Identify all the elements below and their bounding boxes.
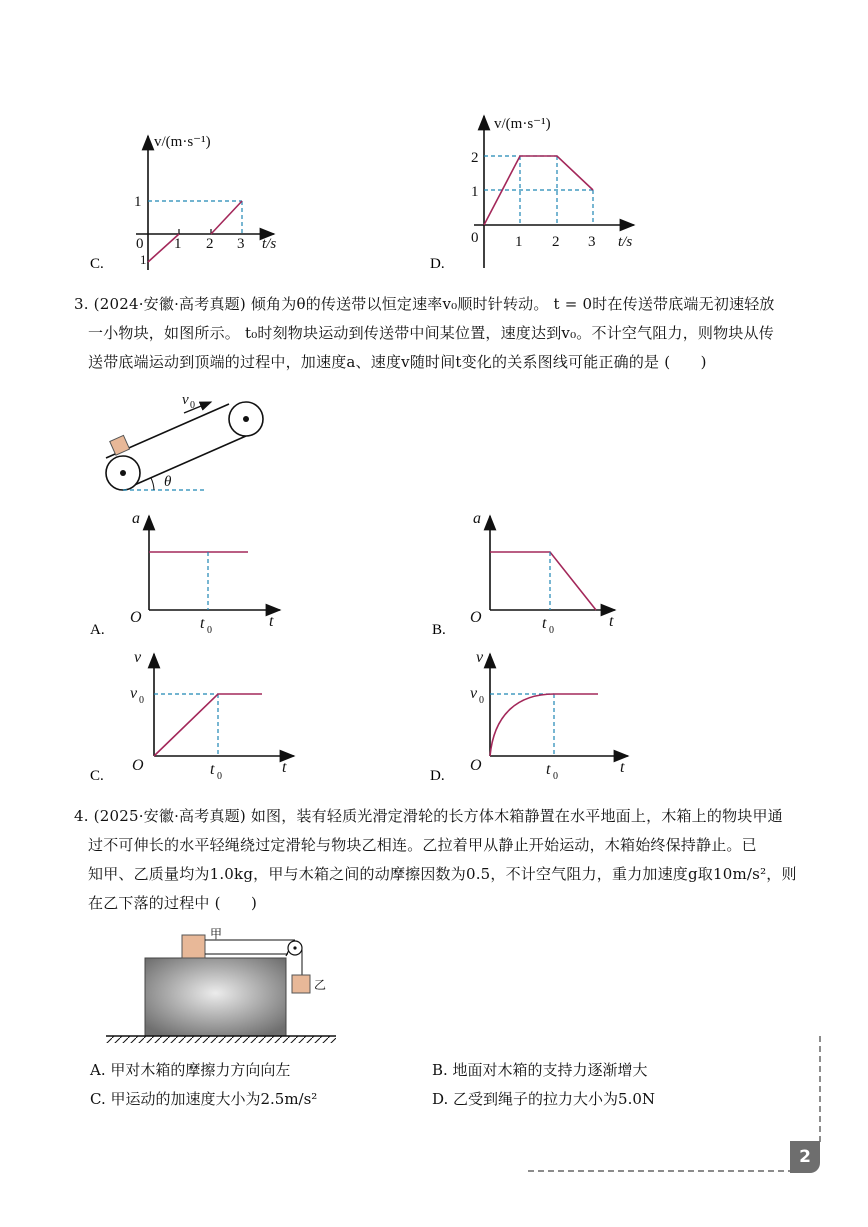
block-jia bbox=[182, 935, 205, 958]
svg-text:v: v bbox=[470, 685, 478, 702]
svg-text:a: a bbox=[132, 510, 140, 527]
ground-hatch bbox=[106, 1036, 336, 1043]
graph-c bbox=[86, 644, 306, 784]
question-3-text bbox=[74, 290, 814, 377]
svg-text:t: t bbox=[546, 761, 551, 778]
acceleration-line bbox=[490, 552, 596, 610]
choice-b[interactable]: B. 地面对木箱的支持力逐渐增大 bbox=[432, 1061, 648, 1079]
graph-b bbox=[430, 506, 640, 638]
choice-c[interactable]: C. 甲运动的加速度大小为2.5m/s² bbox=[90, 1090, 318, 1108]
svg-text:0: 0 bbox=[139, 695, 144, 706]
svg-text:0: 0 bbox=[479, 695, 484, 706]
tick-x1: 1 bbox=[515, 234, 523, 250]
label-yi: 乙 bbox=[314, 978, 327, 992]
option-label: C. bbox=[90, 256, 104, 272]
q3-line-2: 一小物块，如图所示。 t₀时刻物块运动到传送带中间某位置，速度达到v₀。不计空气阻力，则物块从传 bbox=[88, 324, 774, 342]
block-yi bbox=[292, 975, 310, 993]
page-corner-decoration bbox=[520, 1030, 830, 1180]
tick-y2: 2 bbox=[471, 150, 479, 166]
label-jia: 甲 bbox=[210, 927, 223, 941]
tick-x3: 3 bbox=[237, 236, 245, 252]
svg-text:O: O bbox=[470, 609, 482, 626]
q4-line-2: 过不可伸长的水平轻绳绕过定滑轮与物块乙相连。乙拉着甲从静止开始运动，木箱始终保持静止。已 bbox=[88, 836, 757, 854]
tick-x3: 3 bbox=[588, 234, 596, 250]
tick-y1: 1 bbox=[134, 194, 142, 210]
question-4-text bbox=[74, 802, 814, 918]
velocity-curve bbox=[154, 694, 262, 756]
choice-d[interactable]: D. 乙受到绳子的拉力大小为5.0N bbox=[432, 1090, 656, 1108]
svg-text:v: v bbox=[476, 649, 484, 666]
velocity-graph-c-v0 bbox=[86, 644, 306, 784]
top-graph-d bbox=[428, 108, 668, 278]
graph-a bbox=[86, 506, 296, 638]
x-axis-label: t/s bbox=[618, 234, 633, 250]
svg-text:0: 0 bbox=[207, 625, 212, 636]
page-number: 2 bbox=[790, 1141, 820, 1173]
option-label: C. bbox=[90, 768, 104, 784]
option-label: D. bbox=[430, 768, 445, 784]
y-axis-label: v/(m·s⁻¹) bbox=[494, 116, 551, 132]
small-block bbox=[110, 435, 130, 455]
svg-text:a: a bbox=[473, 510, 481, 527]
option-label: A. bbox=[90, 622, 105, 638]
conveyor-belt-diagram bbox=[96, 386, 286, 502]
velocity-graph-d bbox=[428, 108, 668, 278]
svg-text:0: 0 bbox=[217, 771, 222, 782]
velocity-graph-d-v0 bbox=[430, 644, 650, 784]
y-axis-label: v/(m·s⁻¹) bbox=[154, 134, 211, 150]
q4-line-1: 4. (2025·安徽·高考真题) 如图，装有轻质光滑定滑轮的长方体木箱静置在水平地面上，木箱上的物块甲通 bbox=[74, 807, 783, 825]
svg-text:t: t bbox=[269, 613, 274, 630]
acceleration-graph-b bbox=[430, 506, 640, 638]
svg-text:t: t bbox=[210, 761, 215, 778]
tick-x2: 2 bbox=[552, 234, 560, 250]
origin-label: 0 bbox=[136, 236, 144, 252]
velocity-graph-c bbox=[84, 128, 304, 278]
tick-y-neg: 1 bbox=[140, 252, 147, 267]
svg-text:v: v bbox=[130, 685, 138, 702]
svg-text:O: O bbox=[130, 609, 142, 626]
q3-line-3: 送带底端运动到顶端的过程中，加速度a、速度v随时间t变化的关系图线可能正确的是 ( ) bbox=[88, 353, 707, 371]
svg-text:t: t bbox=[200, 615, 205, 632]
option-label: D. bbox=[430, 256, 445, 272]
conveyor-belt-figure bbox=[96, 386, 286, 502]
svg-text:t: t bbox=[620, 759, 625, 776]
svg-text:0: 0 bbox=[549, 625, 554, 636]
svg-text:t: t bbox=[542, 615, 547, 632]
svg-text:v: v bbox=[134, 649, 142, 666]
top-graph-c bbox=[84, 128, 304, 278]
svg-text:O: O bbox=[132, 757, 144, 774]
tick-x1: 1 bbox=[174, 236, 182, 252]
svg-text:0: 0 bbox=[553, 771, 558, 782]
q4-line-3: 知甲、乙质量均为1.0kg，甲与木箱之间的动摩擦因数为0.5，不计空气阻力，重力加速度g取10m/s²，则 bbox=[88, 865, 797, 883]
choice-a[interactable]: A. 甲对木箱的摩擦力方向向左 bbox=[90, 1061, 291, 1079]
option-label: B. bbox=[432, 622, 446, 638]
graph-d bbox=[430, 644, 650, 784]
svg-text:t: t bbox=[609, 613, 614, 630]
x-axis-label: t/s bbox=[262, 236, 277, 252]
svg-text:0: 0 bbox=[190, 400, 195, 411]
wooden-box bbox=[145, 958, 286, 1036]
curve-seg2 bbox=[211, 201, 242, 234]
pulley-box-diagram bbox=[104, 926, 344, 1046]
svg-text:t: t bbox=[282, 759, 287, 776]
acceleration-graph-a bbox=[86, 506, 296, 638]
pulley-box-figure bbox=[104, 926, 344, 1046]
origin-label: 0 bbox=[471, 230, 479, 246]
svg-text:O: O bbox=[470, 757, 482, 774]
q4-line-4: 在乙下落的过程中 ( ) bbox=[88, 894, 258, 912]
q3-line-1: 3. (2024·安徽·高考真题) 倾角为θ的传送带以恒定速率v₀顺时针转动。 t = 0时在传送带底端无初速轻放 bbox=[74, 295, 775, 313]
belt-velocity-label: v bbox=[182, 392, 189, 408]
tick-y1: 1 bbox=[471, 184, 479, 200]
angle-theta: θ bbox=[164, 474, 172, 490]
velocity-curve bbox=[490, 694, 598, 756]
tick-x2: 2 bbox=[206, 236, 214, 252]
